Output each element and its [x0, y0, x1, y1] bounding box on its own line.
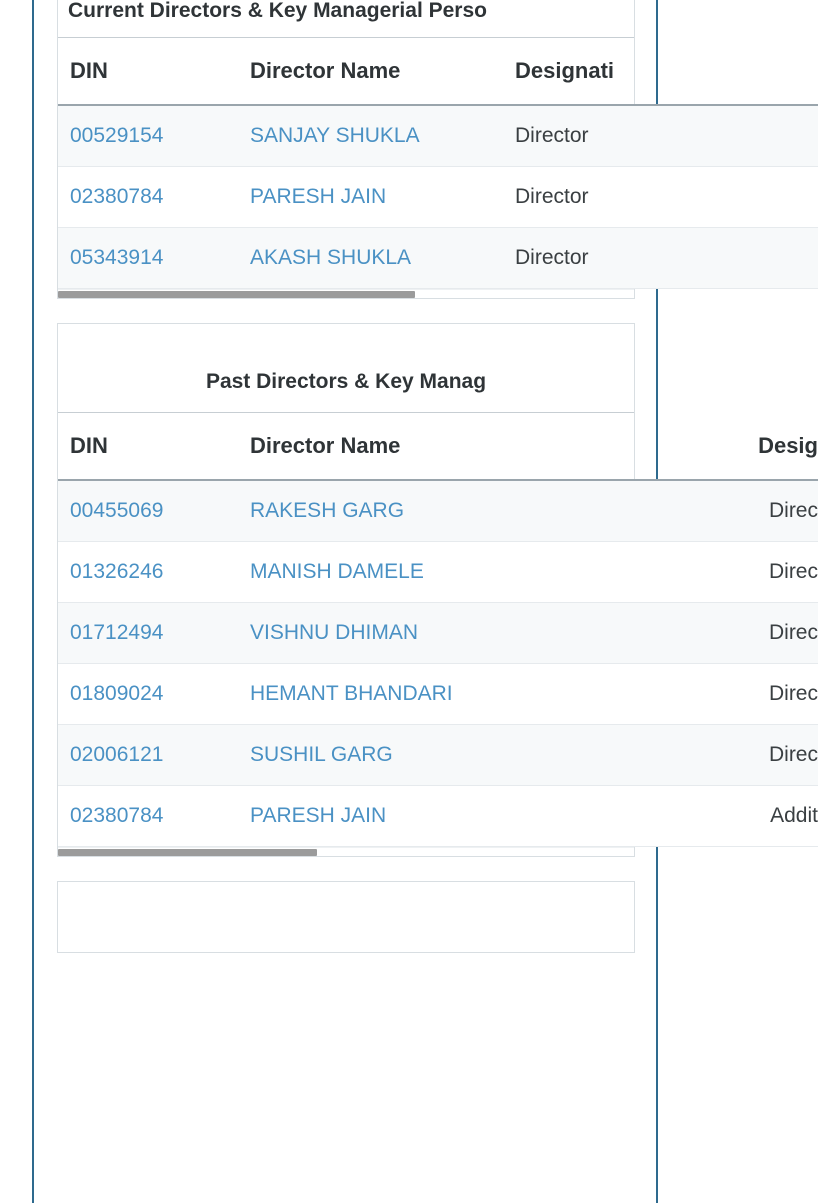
table-row[interactable] — [58, 664, 818, 725]
table-row[interactable] — [58, 786, 818, 847]
current-directors-table-scroll[interactable] — [58, 37, 634, 289]
table-row[interactable] — [58, 167, 818, 228]
current-directors-hscrollbar[interactable] — [58, 289, 634, 298]
cell-din[interactable]: 01326246 — [58, 542, 238, 603]
column-header-director-name[interactable]: Director Name — [238, 38, 503, 105]
table-row[interactable] — [58, 603, 818, 664]
cell-director-name[interactable]: SANJAY SHUKLA — [238, 105, 503, 167]
table-row[interactable] — [58, 725, 818, 786]
content-column — [57, 0, 818, 977]
cell-designation: Director — [503, 167, 818, 228]
past-directors-card — [57, 323, 818, 857]
cell-designation: Direc — [503, 480, 818, 542]
past-directors-table-scroll[interactable] — [58, 412, 818, 847]
cell-designation: Director — [503, 228, 818, 289]
cell-director-name[interactable]: RAKESH GARG — [238, 480, 503, 542]
cell-director-name[interactable]: PARESH JAIN — [238, 786, 503, 847]
scrollbar-thumb[interactable] — [58, 291, 415, 298]
cell-din[interactable]: 02006121 — [58, 725, 238, 786]
column-header-director-name[interactable]: Director Name — [238, 413, 503, 480]
cell-director-name[interactable]: AKASH SHUKLA — [238, 228, 503, 289]
cell-director-name[interactable]: VISHNU DHIMAN — [238, 603, 503, 664]
cell-designation: Addit — [503, 786, 818, 847]
cell-din[interactable]: 02380784 — [58, 786, 238, 847]
table-row[interactable] — [58, 542, 818, 603]
current-directors-table — [58, 38, 818, 289]
table-header-row — [58, 38, 818, 105]
cell-designation: Direc — [503, 725, 818, 786]
scrollbar-thumb[interactable] — [58, 849, 317, 856]
past-directors-title: Past Directors & Key Manag — [205, 370, 487, 393]
table-header-row — [58, 413, 818, 480]
page-left-rule — [32, 0, 34, 1203]
cell-director-name[interactable]: MANISH DAMELE — [238, 542, 503, 603]
cell-designation: Director — [503, 105, 818, 167]
column-header-din[interactable]: DIN — [58, 413, 238, 480]
cell-designation: Direc — [503, 664, 818, 725]
current-directors-title: Current Directors & Key Managerial Perso — [68, 0, 487, 22]
cell-din[interactable]: 00455069 — [58, 480, 238, 542]
table-row[interactable] — [58, 105, 818, 167]
cell-din[interactable]: 05343914 — [58, 228, 238, 289]
next-section-card — [57, 881, 635, 953]
table-row[interactable] — [58, 480, 818, 542]
cell-din[interactable]: 01809024 — [58, 664, 238, 725]
past-directors-table — [58, 413, 818, 847]
cell-director-name[interactable]: PARESH JAIN — [238, 167, 503, 228]
column-header-din[interactable]: DIN — [58, 38, 238, 105]
cell-director-name[interactable]: HEMANT BHANDARI — [238, 664, 503, 725]
current-directors-card — [57, 0, 635, 299]
cell-director-name[interactable]: SUSHIL GARG — [238, 725, 503, 786]
cell-din[interactable]: 01712494 — [58, 603, 238, 664]
past-directors-hscrollbar[interactable] — [58, 847, 634, 856]
cell-din[interactable]: 02380784 — [58, 167, 238, 228]
table-row[interactable] — [58, 228, 818, 289]
cell-designation: Direc — [503, 603, 818, 664]
cell-designation: Direc — [503, 542, 818, 603]
column-header-designation[interactable]: Desig — [503, 413, 818, 480]
cell-din[interactable]: 00529154 — [58, 105, 238, 167]
column-header-designation[interactable]: Designati — [503, 38, 818, 105]
